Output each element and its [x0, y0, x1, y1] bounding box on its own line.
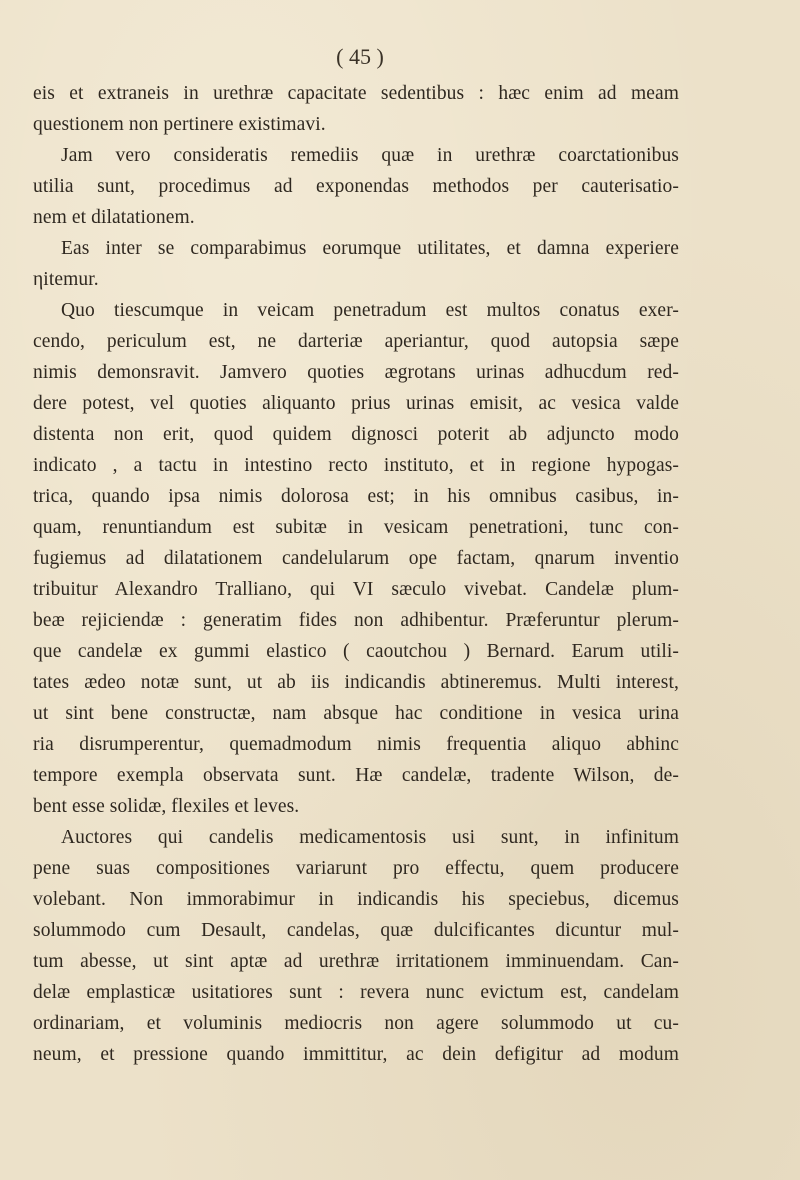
text-line: ordinariam, et voluminis mediocris non agere solummodo ut cu-: [33, 1013, 679, 1034]
text-line: ria disrumperentur, quemadmodum nimis frequentia aliquo abhinc: [33, 734, 679, 755]
text-line: utilia sunt, procedimus ad exponendas methodos per cauterisatio-: [33, 176, 679, 197]
text-line: Jam vero consideratis remediis quæ in urethræ coarctationibus: [61, 145, 679, 166]
page-number: ( 45 ): [336, 44, 384, 69]
text-line: bent esse solidæ, flexiles et leves.: [33, 796, 300, 817]
text-line: dere potest, vel quoties aliquanto prius urinas emisit, ac vesica valde: [33, 393, 679, 414]
text-line: Quo tiescumque in veicam penetradum est multos conatus exer-: [61, 300, 679, 321]
text-line: tribuitur Alexandro Tralliano, qui VI sæculo vivebat. Candelæ plum-: [33, 579, 679, 600]
text-line: eis et extraneis in urethræ capacitate sedentibus : hæc enim ad meam: [33, 83, 679, 104]
text-line: ut sint bene constructæ, nam absque hac conditione in vesica urina: [33, 703, 679, 724]
text-line: nem et dilatationem.: [33, 207, 195, 228]
body-text: [33, 78, 679, 1070]
text-line: pene suas compositiones variarunt pro effectu, quem producere: [33, 858, 679, 879]
text-line: nimis demonsravit. Jamvero quoties ægrotans urinas adhucdum red-: [33, 362, 679, 383]
text-line: questionem non pertinere existimavi.: [33, 114, 326, 135]
text-line: indicato , a tactu in intestino recto instituto, et in regione hypogas-: [33, 455, 679, 476]
text-line: beæ rejiciendæ : generatim fides non adhibentur. Præferuntur plerum-: [33, 610, 679, 631]
text-line: fugiemus ad dilatationem candelularum ope factam, qnarum inventio: [33, 548, 679, 569]
text-line: volebant. Non immorabimur in indicandis his speciebus, dicemus: [33, 889, 679, 910]
text-line: Eas inter se comparabimus eorumque utilitates, et damna experiere: [61, 238, 679, 259]
text-line: que candelæ ex gummi elastico ( caoutchou ) Bernard. Earum utili-: [33, 641, 679, 662]
text-line: delæ emplasticæ usitatiores sunt : revera nunc evictum est, candelam: [33, 982, 679, 1003]
text-line: tum abesse, ut sint aptæ ad urethræ irritationem imminuendam. Can-: [33, 951, 679, 972]
text-line: tempore exempla observata sunt. Hæ candelæ, tradente Wilson, de-: [33, 765, 679, 786]
text-line: neum, et pressione quando immittitur, ac dein defigitur ad modum: [33, 1044, 679, 1065]
text-line: solummodo cum Desault, candelas, quæ dulcificantes dicuntur mul-: [33, 920, 679, 941]
text-line: distenta non erit, quod quidem dignosci poterit ab adjuncto modo: [33, 424, 679, 445]
text-line: quam, renuntiandum est subitæ in vesicam penetrationi, tunc con-: [33, 517, 679, 538]
text-line: cendo, periculum est, ne darteriæ aperiantur, quod autopsia sæpe: [33, 331, 679, 352]
text-line: tates ædeo notæ sunt, ut ab iis indicandis abtineremus. Multi interest,: [33, 672, 679, 693]
text-line: trica, quando ipsa nimis dolorosa est; in his omnibus casibus, in-: [33, 486, 679, 507]
text-line: Auctores qui candelis medicamentosis usi sunt, in infinitum: [61, 827, 679, 848]
text-line: ηitemur.: [33, 269, 99, 290]
